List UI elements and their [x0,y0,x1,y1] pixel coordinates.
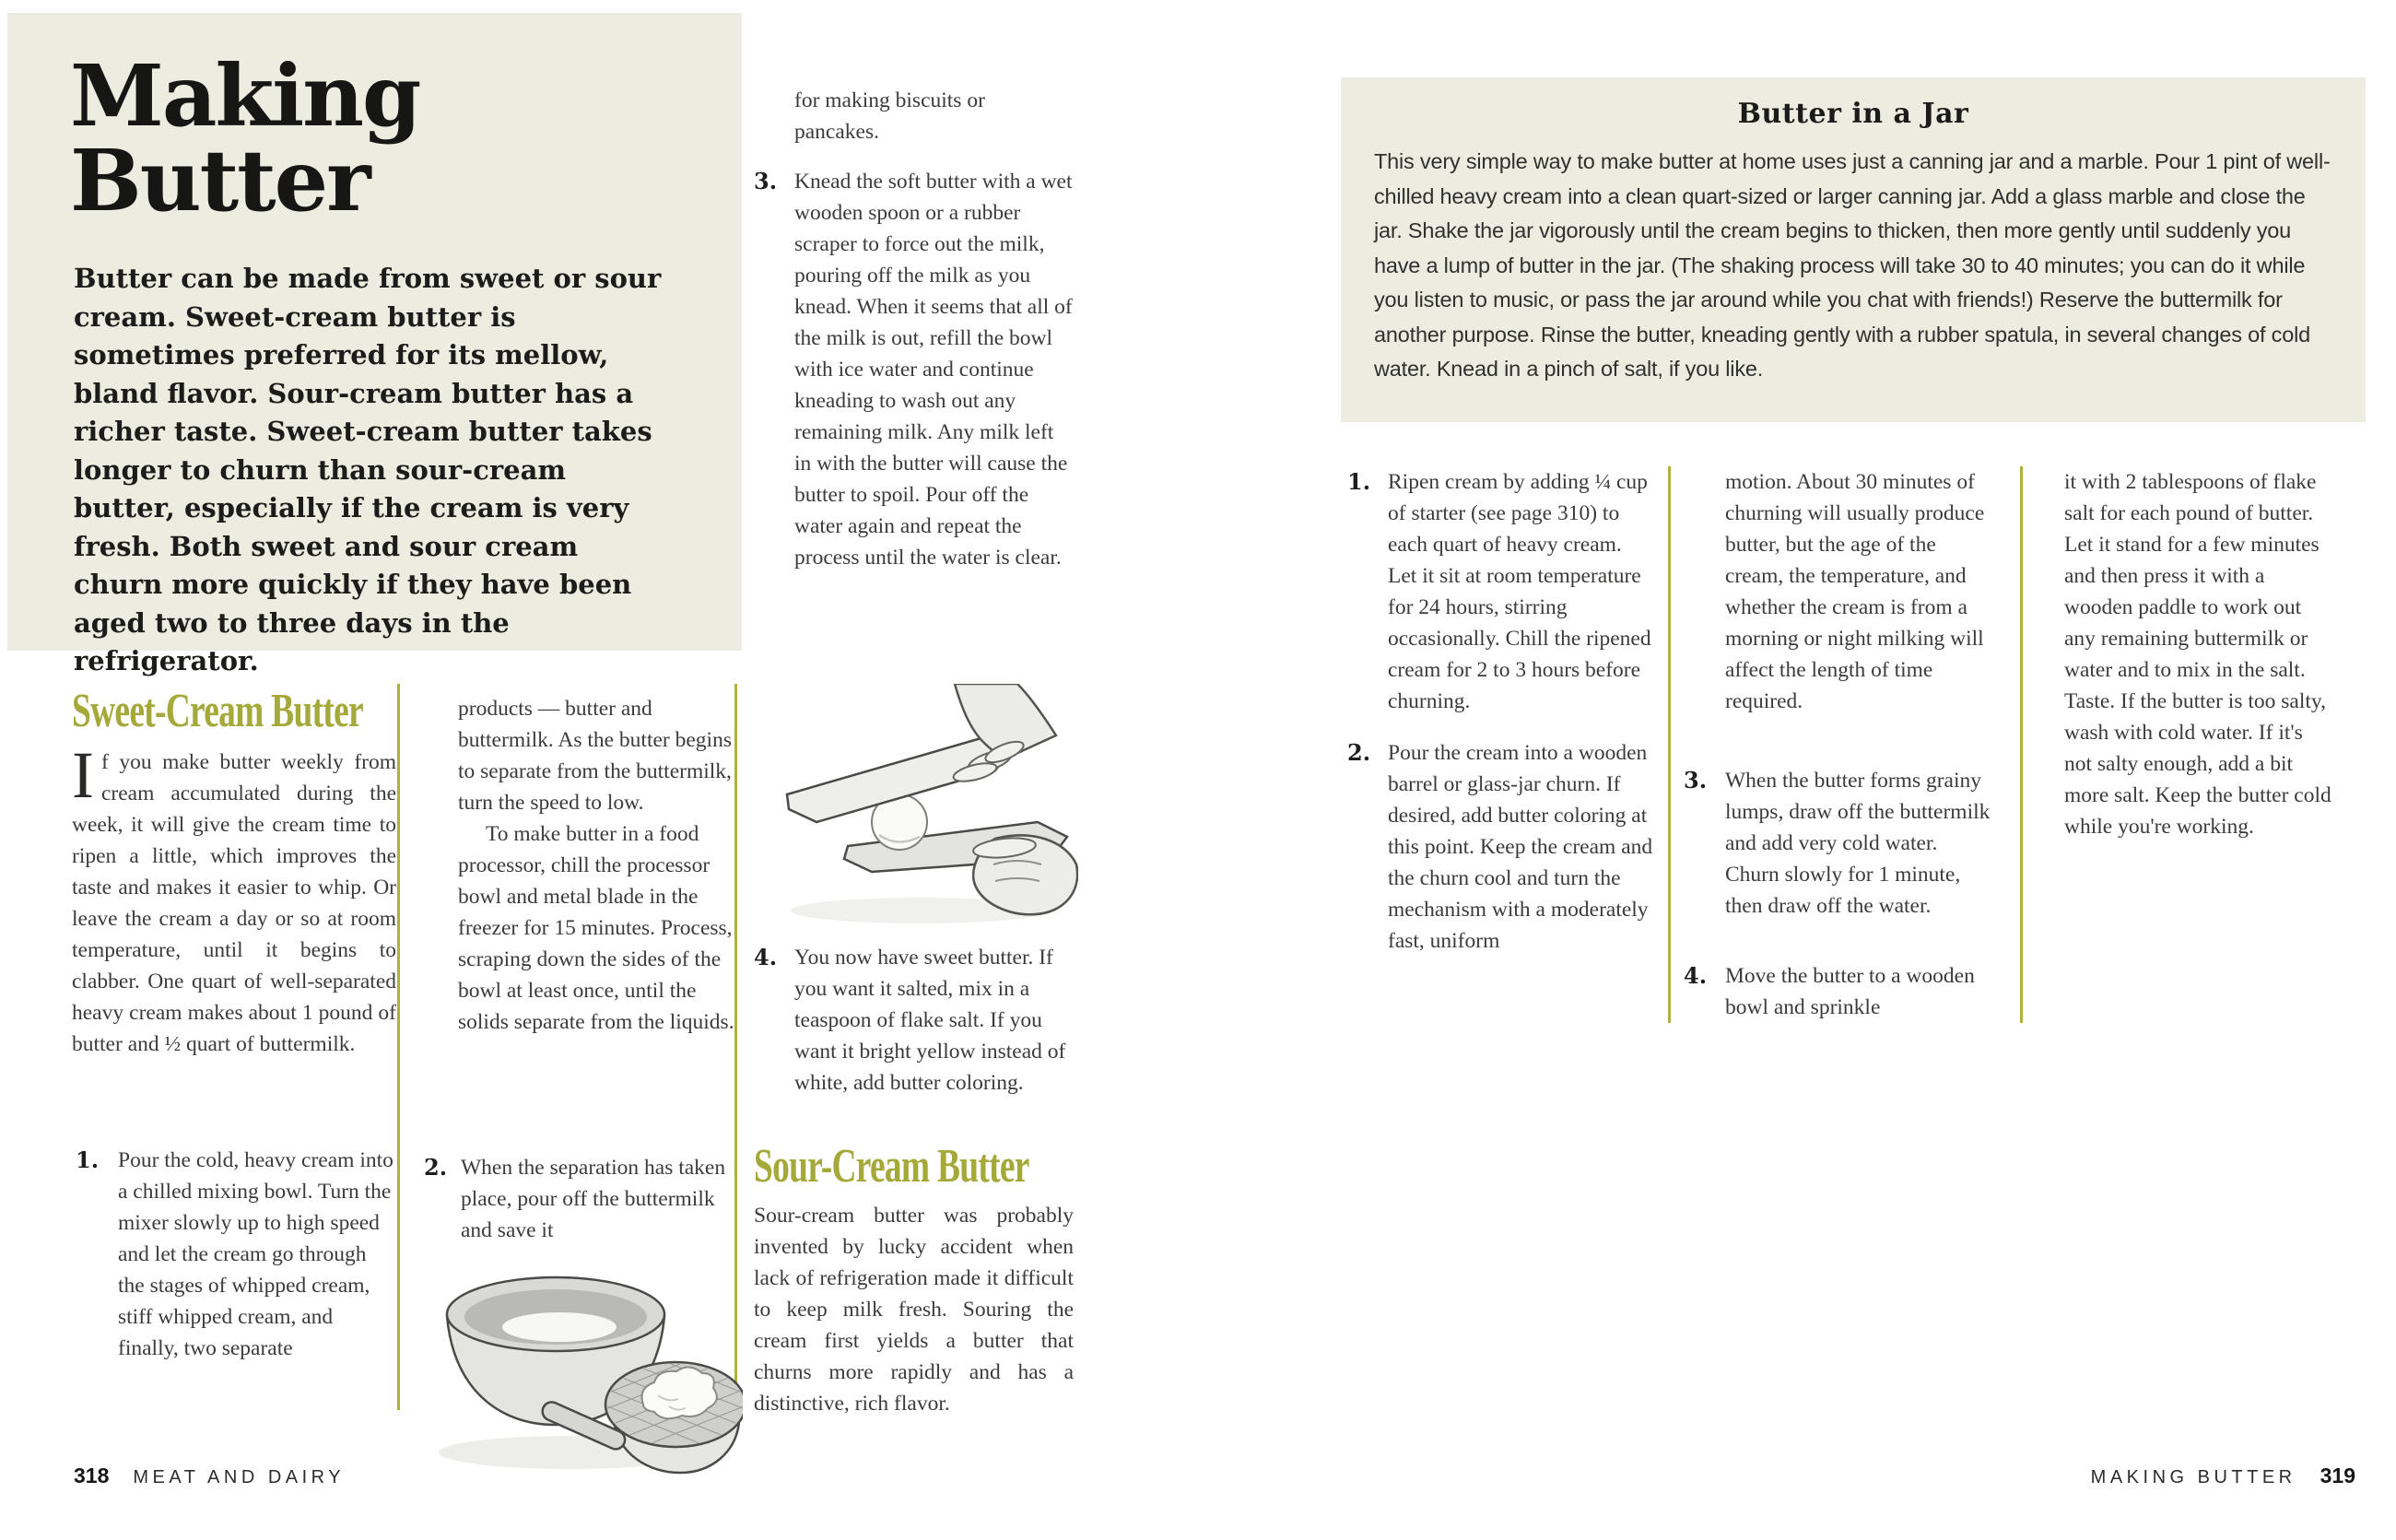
step-text: You now have sweet butter. If you want it salted, mix in a teaspoon of flake salt. If you want it bright yellow instead of white, add butter coloring. [794,946,1066,1095]
step-text: When the butter forms grainy lumps, draw off the buttermilk and add very cold water. Churn slowly for 1 minute, then draw off the water. [1725,769,1991,918]
left-page-footer [74,1464,345,1488]
sour-cream-steps-column1 [1347,466,1653,957]
section-heading-sweet-cream: Sweet-Cream Butter [72,685,363,737]
sour-cream-paragraph: Sour-cream butter was probably invented by lucky accident when lack of refrigeration made it difficult to keep milk fresh. Souring the cream first yields a butter that churns more rapidly and has a distinctive, rich flavor. [754,1204,1074,1416]
step-2-continuation: for making biscuits or pancakes. [794,88,985,144]
chapter-name: MEAT AND DAIRY [133,1467,346,1487]
right-page-footer [2091,1464,2355,1488]
butter-paddles-hands-illustration [763,684,1078,929]
step-number: 3. [1684,767,1708,794]
step-text: Knead the soft butter with a wet wooden spoon or a rubber scraper to force out the milk, pouring off the milk as you knead. When it seems that all of the milk is out, refill the bowl with ice water and continue kneading to wash out any remaining milk. Any milk left in with the butter will cause the butter to spoil. Pour off the water again and repeat the process until the water is clear. [794,170,1073,570]
mixing-bowl-and-strainer-illustration [431,1242,743,1475]
step-text: Pour the cream into a wooden barrel or glass-jar churn. If desired, add butter coloring at this point. Keep the cream and the churn cool and turn the mechanism with a moderately fast, uniform [1388,741,1653,953]
step-text: When the separation has taken place, pour off the buttermilk and save it [461,1156,726,1242]
column2-paragraph-2: To make butter in a food processor, chill the processor bowl and metal blade in the freezer for 15 minutes. Process, scraping down the sides of the bowl at least once, until the solids separate from the liquids. [458,822,734,1034]
column-divider [2020,466,2023,1023]
step-2-sour-cream [1347,737,1653,957]
page-title [70,46,420,230]
butter-in-a-jar-sidebar [1341,77,2366,422]
sidebar-title: Butter in a Jar [1737,98,1969,130]
sidebar-body: This very simple way to make butter at home uses just a canning jar and a marble. Pour 1 pint of well-chilled heavy cream into a clean quart-sized or larger canning jar. Add a glass marble and close the jar. Shake the jar vigorously until the cream begins to thicken, then more gently until suddenly you have a lump of butter in the jar. (The shaking process will take 30 to 40 minutes; you can do it while you listen to music, or pass the jar around while you chat with friends!) Reserve the buttermilk for another purpose. Rinse the butter, kneading gently with a rubber spatula, in several changes of cold water. Knead in a pinch of salt, if you like. [1374,149,2331,381]
sweet-cream-intro-paragraph [72,738,396,1060]
page-number: 319 [2320,1464,2355,1487]
step-text: Pour the cold, heavy cream into a chilled mixing bowl. Turn the mixer slowly up to high speed and let the cream go through the stages of whipped cream, stiff whipped cream, and finally, two separate [118,1148,393,1360]
step-1-sweet-cream [76,1145,398,1364]
sweet-cream-intro-text: f you make butter weekly from cream accumulated during the week, it will give the cream time to ripen a little, which improves the taste and makes it easier to whip. Or leave the cream a day or so at room temperature, until it begins to clabber. One quart of well-separated heavy cream makes about 1 pound of butter and ½ quart of buttermilk. [72,750,396,1056]
step-number: 1. [76,1146,100,1173]
step-4-sweet-cream [754,942,1074,1099]
step-number: 2. [1347,739,1371,766]
page-number: 318 [74,1464,110,1487]
step-3-sweet-cream [754,166,1074,573]
step-2-continuation-column2: motion. About 30 minutes of churning will usually produce butter, but the age of the cream, the temperature, and whether the cream is from a morning or night milking will affect the length of time required. [1725,470,1985,713]
drop-cap: I [72,738,94,812]
step-number: 3. [754,168,778,194]
step-2-sweet-cream [424,1152,744,1246]
step-number: 4. [754,944,778,970]
step-number: 1. [1347,468,1371,495]
page-title-line1: Making [70,46,420,146]
step-1-sour-cream [1347,466,1653,717]
chapter-intro-paragraph: Butter can be made from sweet or sour cream. Sweet-cream butter is sometimes preferred for its mellow, bland flavor. Sour-cream butter has a richer taste. Sweet-cream butter takes longer to churn than sour-cream butter, especially if the cream is very fresh. Both sweet and sour cream churn more quickly if they have been aged two to three days in the refrigerator. [74,263,662,676]
step-3-sour-cream [1684,765,1994,922]
sweet-cream-column2 [458,693,744,1038]
step-number: 4. [1684,962,1708,989]
column-divider [1668,466,1671,1023]
chapter-name: MAKING BUTTER [2090,1467,2296,1487]
step-text: Move the butter to a wooden bowl and sprinkle [1725,964,1975,1019]
step-4-sour-cream [1684,960,1994,1023]
step-4-continuation-column3: it with 2 tablespoons of flake salt for each pound of butter. Let it stand for a few minutes and then press it with a wooden paddle to work out any remaining buttermilk or water and to mix in the salt. Taste. If the butter is too salty, wash with cold water. If it's not salty enough, add a bit more salt. Keep the butter cold while you're working. [2064,470,2331,839]
step-text: Ripen cream by adding ¼ cup of starter (see page 310) to each quart of heavy cream. Let it sit at room temperature for 24 hours, stirring occasionally. Chill the ripened cream for 2 to 3 hours before churning. [1388,470,1651,713]
page-title-line2: Butter [70,131,370,230]
column2-paragraph-1: products — butter and buttermilk. As the butter begins to separate from the buttermilk, turn the speed to low. [458,697,732,815]
step-number: 2. [424,1154,448,1181]
section-heading-sour-cream: Sour-Cream Butter [754,1140,1029,1193]
